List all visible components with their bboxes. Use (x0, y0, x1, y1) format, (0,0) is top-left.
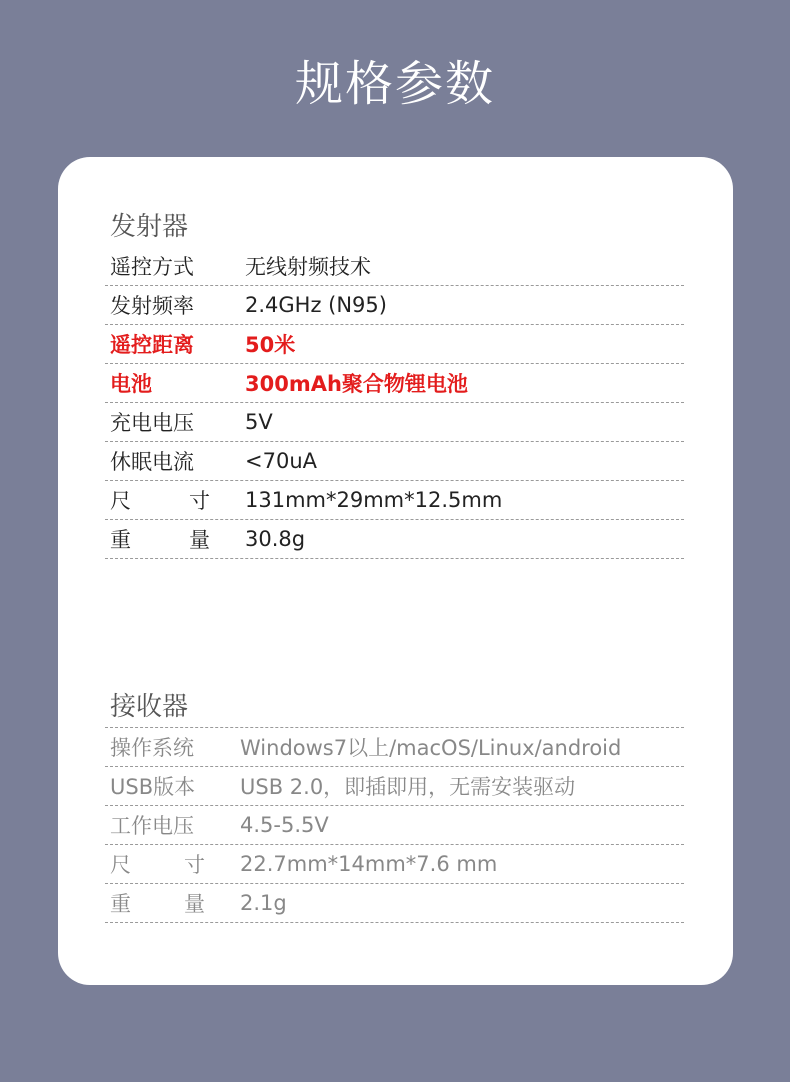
spec-row-range (105, 325, 684, 364)
spec-label-char: 尺 (110, 489, 131, 513)
spec-card (58, 157, 733, 985)
spec-value: 无线射频技术 (245, 255, 371, 279)
spec-label-char: 寸 (189, 489, 210, 513)
spec-value: 22.7mm*14mm*7.6 mm (240, 852, 498, 876)
spec-row-size (105, 481, 684, 520)
spec-label-char: 重 (110, 892, 131, 916)
transmitter-spec-table (105, 247, 684, 559)
page-title: 规格参数 (294, 56, 495, 112)
spec-row-frequency (105, 286, 684, 325)
spec-label: USB版本 (110, 775, 196, 799)
spec-label: 操作系统 (110, 736, 194, 760)
receiver-section-title: 接收器 (110, 692, 189, 722)
spec-row-weight (105, 520, 684, 559)
spec-value: 30.8g (245, 527, 306, 551)
spec-label (105, 849, 240, 879)
receiver-spec-table (105, 727, 684, 923)
spec-value: 131mm*29mm*12.5mm (245, 488, 503, 512)
spec-label (105, 485, 245, 515)
spec-value: 2.4GHz (N95) (245, 293, 387, 317)
spec-label: 充电电压 (110, 411, 194, 435)
spec-label: 工作电压 (110, 814, 194, 838)
spec-row-os (105, 728, 684, 767)
spec-label: 休眠电流 (110, 450, 194, 474)
spec-label (105, 888, 240, 918)
spec-row-charge-voltage (105, 403, 684, 442)
spec-row-remote-mode (105, 247, 684, 286)
spec-label-char: 寸 (184, 853, 205, 877)
spec-label-char: 重 (110, 528, 131, 552)
spec-value: 300mAh聚合物锂电池 (245, 372, 468, 396)
spec-row-size (105, 845, 684, 884)
spec-row-usb-version (105, 767, 684, 806)
spec-label-char: 尺 (110, 853, 131, 877)
spec-label: 电池 (110, 372, 152, 396)
spec-label-char: 量 (184, 892, 205, 916)
spec-row-work-voltage (105, 806, 684, 845)
spec-row-battery (105, 364, 684, 403)
spec-label: 遥控距离 (110, 333, 194, 357)
spec-value: USB 2.0，即插即用，无需安装驱动 (240, 775, 576, 799)
transmitter-section-title: 发射器 (110, 212, 189, 242)
spec-row-weight (105, 884, 684, 923)
spec-value: <70uA (245, 449, 317, 473)
spec-row-sleep-current (105, 442, 684, 481)
spec-value: 5V (245, 410, 273, 434)
spec-value: 4.5-5.5V (240, 813, 329, 837)
spec-value: 2.1g (240, 891, 287, 915)
spec-label (105, 524, 245, 554)
spec-value: 50米 (245, 333, 296, 357)
spec-label: 遥控方式 (110, 255, 194, 279)
spec-value: Windows7以上/macOS/Linux/android (240, 736, 622, 760)
spec-label: 发射频率 (110, 294, 194, 318)
spec-label-char: 量 (189, 528, 210, 552)
